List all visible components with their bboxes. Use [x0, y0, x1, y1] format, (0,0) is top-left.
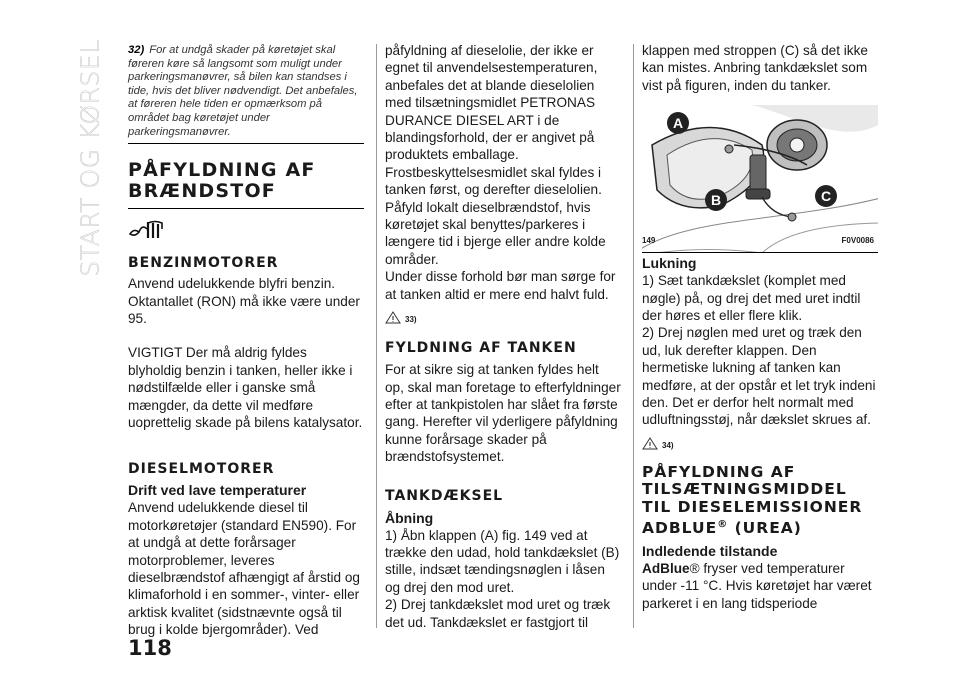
closing-step-1: 1) Sæt tankdækslet (komplet med nøgle) på, og drej det med uret indtil der høres et eller flere klik.: [642, 273, 861, 324]
subheading-low-temperature: Drift ved lave temperaturer: [128, 482, 307, 499]
heading-fill-tank: FYLDNING AF TANKEN: [385, 340, 577, 357]
column-2: [385, 42, 621, 631]
page-number: 118: [128, 636, 172, 660]
column-3: [642, 42, 878, 612]
diesel-paragraph-1: Anvend udelukkende diesel til motorkøretøjer (standard EN590). For at undgå at dette forårsager motorproblemer, leveres dieselbrændstof afhængigt af årstid og klimaforhold i en sommer-, vinter- eller arktisk kvalitet (sidstnævnte også til brug i kolde bjergområder). Ved: [128, 500, 360, 638]
section-title-refuel: PÅFYLDNING AF BRÆNDSTOF: [128, 160, 364, 209]
figure-fuel-cap: [642, 105, 878, 253]
opening-step-2: 2) Drej tankdækslet mod uret og træk det ud. Tankdækslet er fastgjort til: [385, 597, 611, 630]
closing-step-2: 2) Drej nøglen med uret og træk den ud, luk derefter klappen. Den hermetiske lukning af tanken kan medføre, at der opstår et let tryk indeni den. Det er derfor helt normalt med udluftningsstøj, når dækslet skrues af.: [642, 325, 876, 428]
label-b: B: [705, 189, 727, 211]
fuel-flower-icon: [128, 219, 166, 241]
warning-note: [128, 42, 364, 144]
opening-step-1: 1) Åbn klappen (A) fig. 149 ved at trække den udad, hold tankdækslet (B) stille, indsæt tændingsnøglen i låsen og drej den mod uret.: [385, 527, 620, 595]
diesel-paragraph-2: påfyldning af dieselolie, der ikke er egnet til anvendelsestemperaturen, anbefales det at blande dieselolien med tilsætningsmidlet PETRONAS DURANCE DIESEL ART i de blandingsforhold, der er angivet på produktets emballage. Frostbeskyttelsesmidlet skal fyldes i tanken først, og derefter dieselolien. Påfyld lokalt dieselbrændstof, hvis køretøjet skal benyttes/parkeres i længere tid i bjerge eller andre kolde områder.: [385, 43, 606, 267]
warning-reference: 34): [642, 432, 878, 450]
heading-petrol: BENZINMOTORER: [128, 255, 279, 272]
label-c: C: [815, 185, 837, 207]
subheading-preliminary: Indledende tilstande: [642, 543, 778, 560]
fill-tank-paragraph: For at sikre sig at tanken fyldes helt op, skal man foretage to efterfyldninger efter at tankpistolen har slået fra første gang. Herefter vil yderligere påfyldning kunne forårsage skader på brændstofsystemet.: [385, 362, 621, 465]
side-section-title: START OG KØRSEL: [75, 39, 105, 277]
column-divider: [376, 44, 377, 628]
subheading-closing: Lukning: [642, 255, 697, 272]
warning-reference: 33): [385, 306, 621, 324]
diesel-paragraph-3: Under disse forhold bør man sørge for at tanken altid er mere end halvt fuld.: [385, 269, 616, 302]
figure-number: 149: [642, 235, 656, 245]
section-title-adblue: PÅFYLDNING AF TILSÆTNINGSMIDDEL TIL DIESELEMISSIONER ADBLUE® (UREA): [642, 462, 863, 538]
figure-code: F0V0086: [841, 235, 874, 245]
petrol-paragraph-2: VIGTIGT Der må aldrig fyldes blyholdig benzin i tanken, heller ikke i nødstilfælde eller i ganske små mængder, da dette vil medføre uoprettelig skade på bilens katalysator.: [128, 345, 363, 430]
adblue-paragraph: AdBlue® fryser ved temperaturer under -11 °C. Hvis køretøjet har været parkeret i en lang tidsperiode: [642, 561, 872, 611]
label-a: A: [667, 112, 689, 134]
warning-triangle-icon: [642, 437, 658, 450]
cap-paragraph: klappen med stroppen (C) så det ikke kan mistes. Anbring tankdækslet som vist på figuren, inden du tanker.: [642, 43, 868, 93]
column-divider: [633, 44, 634, 628]
heading-fuel-cap: TANKDÆKSEL: [385, 487, 504, 504]
note-text: For at undgå skader på køretøjet skal føreren køre så langsomt som muligt under parkeringsmanøvrer, så bilen kan standses i tide, hvis det bliver nødvendigt. Det anbefales, at føreren hele tiden er opmærksom på området bag køretøjet under parkeringsmanøvrer.: [128, 44, 358, 138]
heading-diesel: DIESELMOTORER: [128, 461, 275, 478]
subheading-opening: Åbning: [385, 509, 434, 526]
warning-triangle-icon: [385, 311, 401, 324]
column-1: [128, 42, 364, 639]
petrol-paragraph-1: Anvend udelukkende blyfri benzin. Oktantallet (RON) må ikke være under 95.: [128, 276, 360, 326]
note-number: 32): [128, 44, 145, 56]
